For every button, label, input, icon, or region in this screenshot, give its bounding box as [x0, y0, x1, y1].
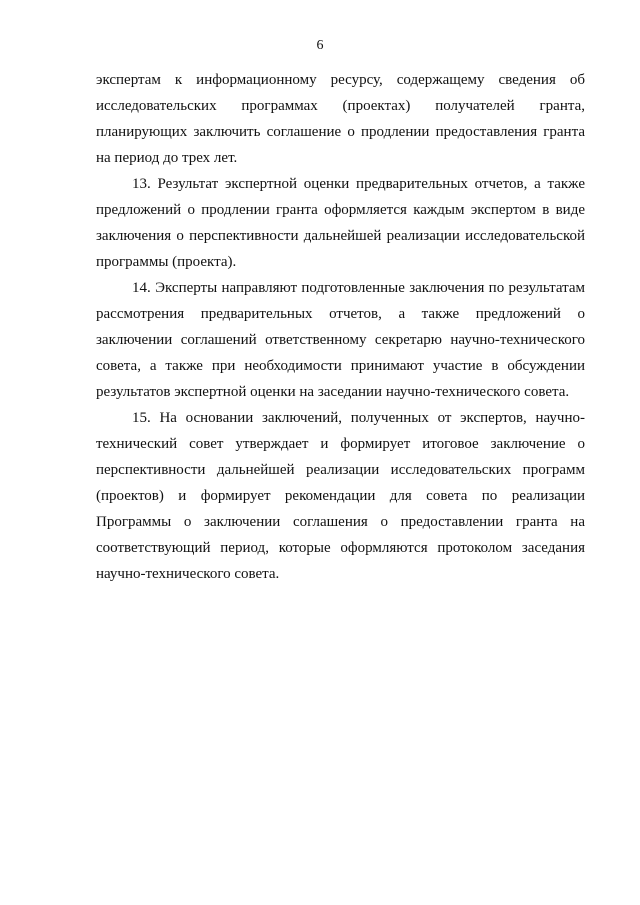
document-body: [96, 67, 585, 587]
page-number: 6: [316, 38, 324, 53]
paragraph-15: 15. На основании заключений, полученных от экспертов, научно-технический совет утверждает и формирует итоговое заключение о перспективности дальнейшей реализации исследовательских программ (проектов) и формирует рекомендации для совета по реализации Программы о заключении соглашения о предоставлении гранта на соответствующий период, которые оформляются протоколом заседания научно-технического совета.: [96, 410, 585, 582]
paragraph-13: 13. Результат экспертной оценки предварительных отчетов, а также предложений о продлении гранта оформляется каждым экспертом в виде заключения о перспективности дальнейшей реализации исследовательской программы (проекта).: [96, 176, 585, 270]
paragraph-14: 14. Эксперты направляют подготовленные заключения по результатам рассмотрения предварительных отчетов, а также предложений о заключении соглашений ответственному секретарю научно-технического совета, а также при необходимости принимают участие в обсуждении результатов экспертной оценки на заседании научно-технического совета.: [96, 280, 585, 400]
paragraph-continuation: экспертам к информационному ресурсу, содержащему сведения об исследовательских программах (проектах) получателей гранта, планирующих заключить соглашение о продлении предоставления гранта на период до трех лет.: [96, 72, 585, 166]
